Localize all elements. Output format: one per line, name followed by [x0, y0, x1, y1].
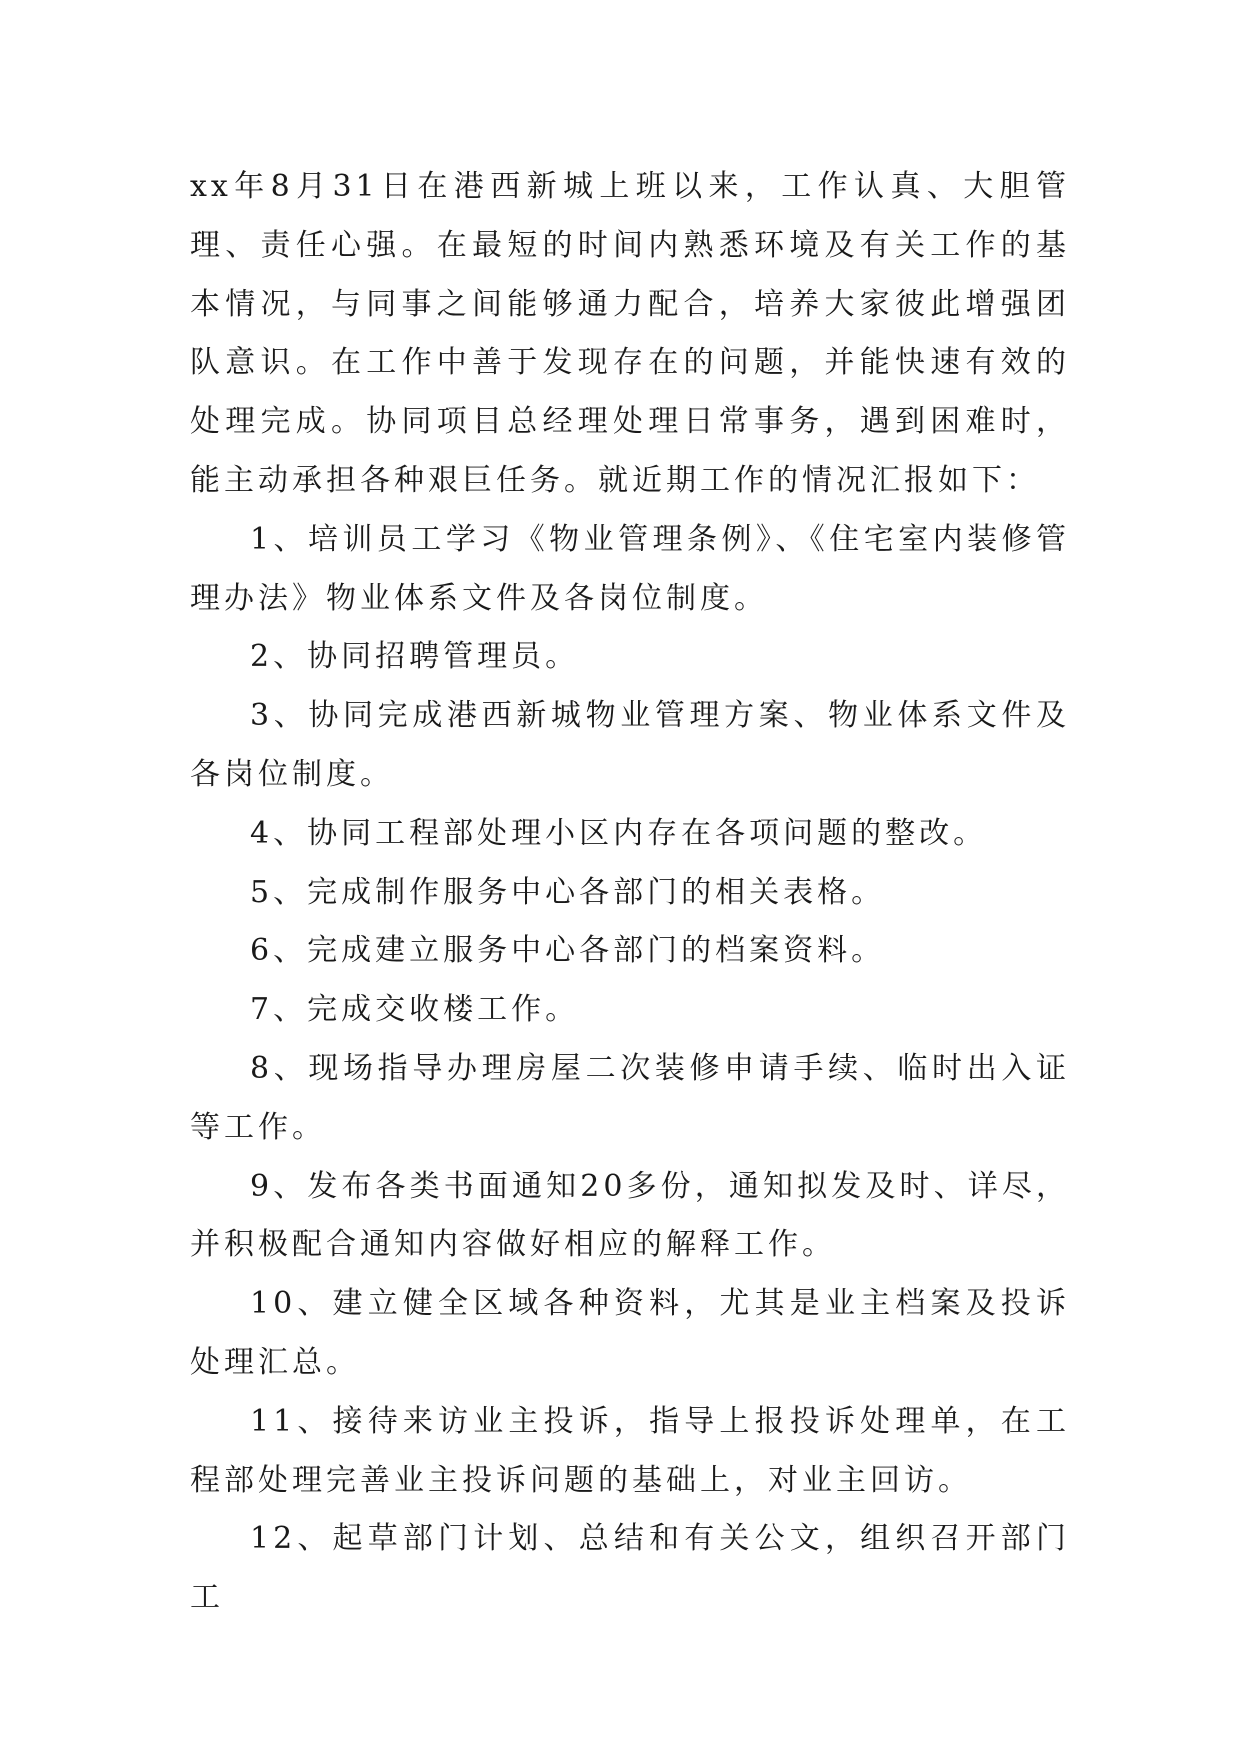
list-item: 8、现场指导办理房屋二次装修申请手续、临时出入证等工作。 [190, 1050, 1070, 1145]
list-item: 11、接待来访业主投诉，指导上报投诉处理单，在工程部处理完善业主投诉问题的基础上，对业主回访。 [190, 1403, 1070, 1498]
list-item: 2、协同招聘管理员。 [250, 639, 580, 675]
list-item: 3、协同完成港西新城物业管理方案、物业体系文件及各岗位制度。 [190, 698, 1070, 792]
list-item: 10、建立健全区域各种资料，尤其是业主档案及投诉处理汇总。 [190, 1286, 1070, 1380]
list-item: 4、协同工程部处理小区内存在各项问题的整改。 [250, 815, 988, 851]
list-item: 6、完成建立服务中心各部门的档案资料。 [250, 933, 886, 969]
document-page [190, 158, 1070, 1628]
list-item: 5、完成制作服务中心各部门的相关表格。 [250, 874, 886, 910]
list-item: 9、发布各类书面通知20多份，通知拟发及时、详尽，并积极配合通知内容做好相应的解释工作。 [190, 1168, 1070, 1263]
list-item: 1、培训员工学习《物业管理条例》、《住宅室内装修管理办法》物业体系文件及各岗位制度。 [190, 521, 1070, 616]
intro-paragraph: xx年8月31日在港西新城上班以来，工作认真、大胆管理、责任心强。在最短的时间内熟悉环境及有关工作的基本情况，与同事之间能够通力配合，培养大家彼此增强团队意识。在工作中善于发现存在的问题，并能快速有效的处理完成。协同项目总经理处理日常事务，遇到困难时，能主动承担各种艰巨任务。就近期工作的情况汇报如下： [190, 169, 1070, 498]
list-item: 12、起草部门计划、总结和有关公文，组织召开部门工 [190, 1521, 1070, 1616]
list-item: 7、完成交收楼工作。 [250, 992, 580, 1028]
